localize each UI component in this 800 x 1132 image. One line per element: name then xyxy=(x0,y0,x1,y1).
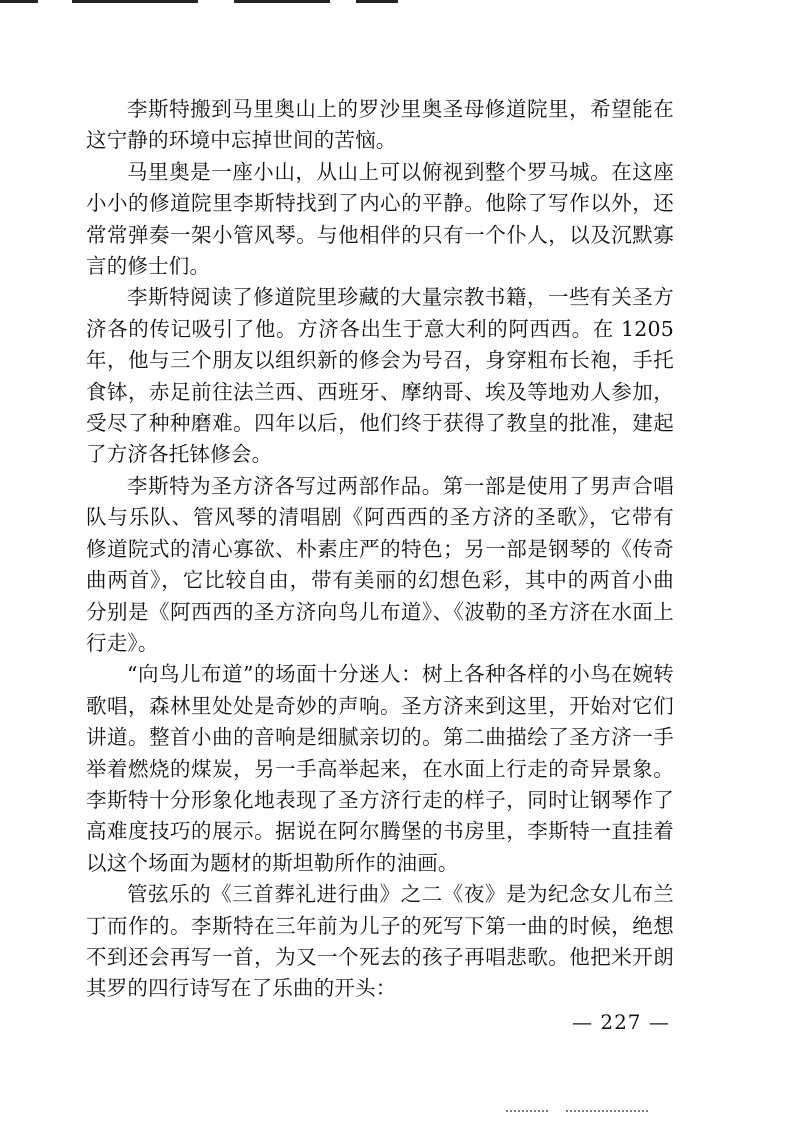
paragraph-5: “向鸟儿布道”的场面十分迷人：树上各种各样的小鸟在婉转歌唱，森林里处处是奇妙的声响。圣方济来到这里，开始对它们讲道。整首小曲的音响是细腻亲切的。第二曲描绘了圣方济一手举着燃烧的煤炭，另一手高举起来，在水面上行走的奇异景象。李斯特十分形象化地表现了圣方济行走的样子，同时让钢琴作了高难度技巧的展示。据说在阿尔腾堡的书房里，李斯特一直挂着以这个场面为题材的斯坦勒所作的油画。 xyxy=(86,662,674,875)
paragraph-4: 李斯特为圣方济各写过两部作品。第一部是使用了男声合唱队与乐队、管风琴的清唱剧《阿西西的圣方济的圣歌》，它带有修道院式的清心寡欲、朴素庄严的特色；另一部是钢琴的《传奇曲两首》，它比较自由，带有美丽的幻想色彩，其中的两首小曲分别是《阿西西的圣方济向鸟儿布道》、《波勒的圣方济在水面上行走》。 xyxy=(86,473,674,655)
paragraph-6: 管弦乐的《三首葬礼进行曲》之二《夜》是为纪念女儿布兰丁而作的。李斯特在三年前为儿子的死写下第一曲的时候，绝想不到还会再写一首，为又一个死去的孩子再唱悲歌。他把米开朗其罗的四行诗写在了乐曲的开头： xyxy=(86,882,674,1001)
top-rule-4 xyxy=(356,0,398,3)
bottom-dots-right xyxy=(566,1110,648,1114)
paragraph-1: 李斯特搬到马里奥山上的罗沙里奥圣母修道院里，希望能在这宁静的环境中忘掉世间的苦恼。 xyxy=(86,97,674,153)
page-number: — 227 — xyxy=(572,1010,670,1034)
paragraph-3: 李斯特阅读了修道院里珍藏的大量宗教书籍，一些有关圣方济各的传记吸引了他。方济各出生于意大利的阿西西。在 1205 年，他与三个朋友以组织新的修会为号召，身穿粗布长袍，手托食钵，赤足前往法兰西、西班牙、摩纳哥、埃及等地劝人参加，受尽了种种磨难。四年以后，他们终于获得了教皇的批准，建起了方济各托钵修会。 xyxy=(86,285,674,467)
top-rule-3 xyxy=(234,0,330,3)
paragraph-2: 马里奥是一座小山，从山上可以俯视到整个罗马城。在这座小小的修道院里李斯特找到了内心的平静。他除了写作以外，还常常弹奏一架小管风琴。与他相伴的只有一个仆人，以及沉默寡言的修士们。 xyxy=(86,159,674,279)
top-rule-2 xyxy=(72,0,198,3)
page-body xyxy=(86,94,674,1005)
top-rule-1 xyxy=(0,0,38,3)
bottom-dots-left xyxy=(506,1110,548,1114)
